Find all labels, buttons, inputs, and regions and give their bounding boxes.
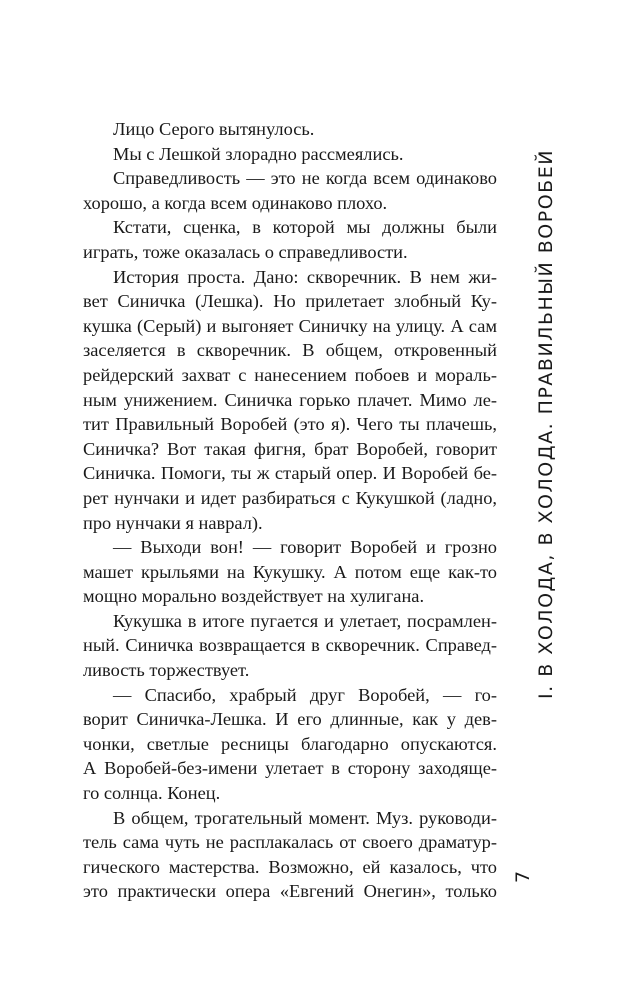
- text-line: ным унижением. Синичка горько плачет. Мимо ле-: [83, 389, 497, 410]
- text-line: хорошо, а когда всем одинаково плохо.: [83, 192, 388, 213]
- text-line: ливость торжествует.: [83, 660, 250, 681]
- text-line: рейдерский захват с нанесением побоев и мораль-: [83, 364, 497, 385]
- text-line: го солнца. Конец.: [83, 783, 221, 804]
- text-line: Кстати, сценка, в которой мы должны были: [113, 217, 497, 238]
- text-line: мощно морально воздействует на хулигана.: [83, 586, 425, 607]
- page-number-text: 7: [512, 870, 534, 884]
- text-line: А Воробей-без-имени улетает в сторону заходяще-: [83, 758, 497, 779]
- text-line: — Спасибо, храбрый друг Воробей, — го-: [113, 684, 497, 705]
- text-line: История проста. Дано: скворечник. В нем жи-: [113, 266, 497, 287]
- text-line: ный. Синичка возвращается в скворечник. Справед-: [83, 635, 497, 656]
- text-line: заселяется в скворечник. В общем, откровенный: [83, 340, 497, 361]
- text-line: — Выходи вон! — говорит Воробей и грозно: [113, 537, 497, 558]
- text-line: Синичка. Помоги, ты ж старый опер. И Воробей бе-: [83, 463, 497, 484]
- running-head-text: I. В ХОЛОДА, В ХОЛОДА. ПРАВИЛЬНЫЙ ВОРОБЕЙ: [535, 149, 557, 699]
- text-line: кушка (Серый) и выгоняет Синичку на улицу. А сам: [83, 315, 497, 336]
- text-line: играть, тоже оказалась о справедливости.: [83, 241, 408, 262]
- text-line: Лицо Серого вытянулось.: [113, 119, 315, 139]
- text-line: рет нунчаки и идет разбираться с Кукушкой (ладно,: [83, 487, 497, 508]
- text-line: Кукушка в итоге пугается и улетает, посрамлен-: [113, 610, 497, 631]
- text-line: про нунчаки я наврал).: [83, 512, 263, 533]
- text-line: В общем, трогательный момент. Муз. руководи-: [113, 807, 497, 828]
- text-line: машет крыльями на Кукушку. А потом еще как-то: [83, 561, 497, 582]
- body-text: [83, 117, 497, 904]
- text-line: Синичка? Вот такая фигня, брат Воробей, говорит: [83, 438, 497, 459]
- text-line: тель сама чуть не расплакалась от своего драматур-: [83, 832, 497, 853]
- text-line: ворит Синичка-Лешка. И его длинные, как у дев-: [83, 709, 497, 730]
- text-line: тит Правильный Воробей (это я). Чего ты плачешь,: [83, 414, 497, 435]
- text-line: Мы с Лешкой злорадно рассмеялись.: [113, 143, 404, 164]
- text-line: Справедливость — это не когда всем одинаково: [113, 168, 497, 189]
- text-line: это практически опера «Евгений Онегин», только: [83, 881, 497, 902]
- text-line: чонки, светлые ресницы благодарно опускаются.: [83, 733, 497, 754]
- text-line: вет Синичка (Лешка). Но прилетает злобный Ку-: [83, 291, 497, 312]
- text-line: гического мастерства. Возможно, ей казалось, что: [83, 856, 497, 877]
- page-number: [511, 866, 535, 886]
